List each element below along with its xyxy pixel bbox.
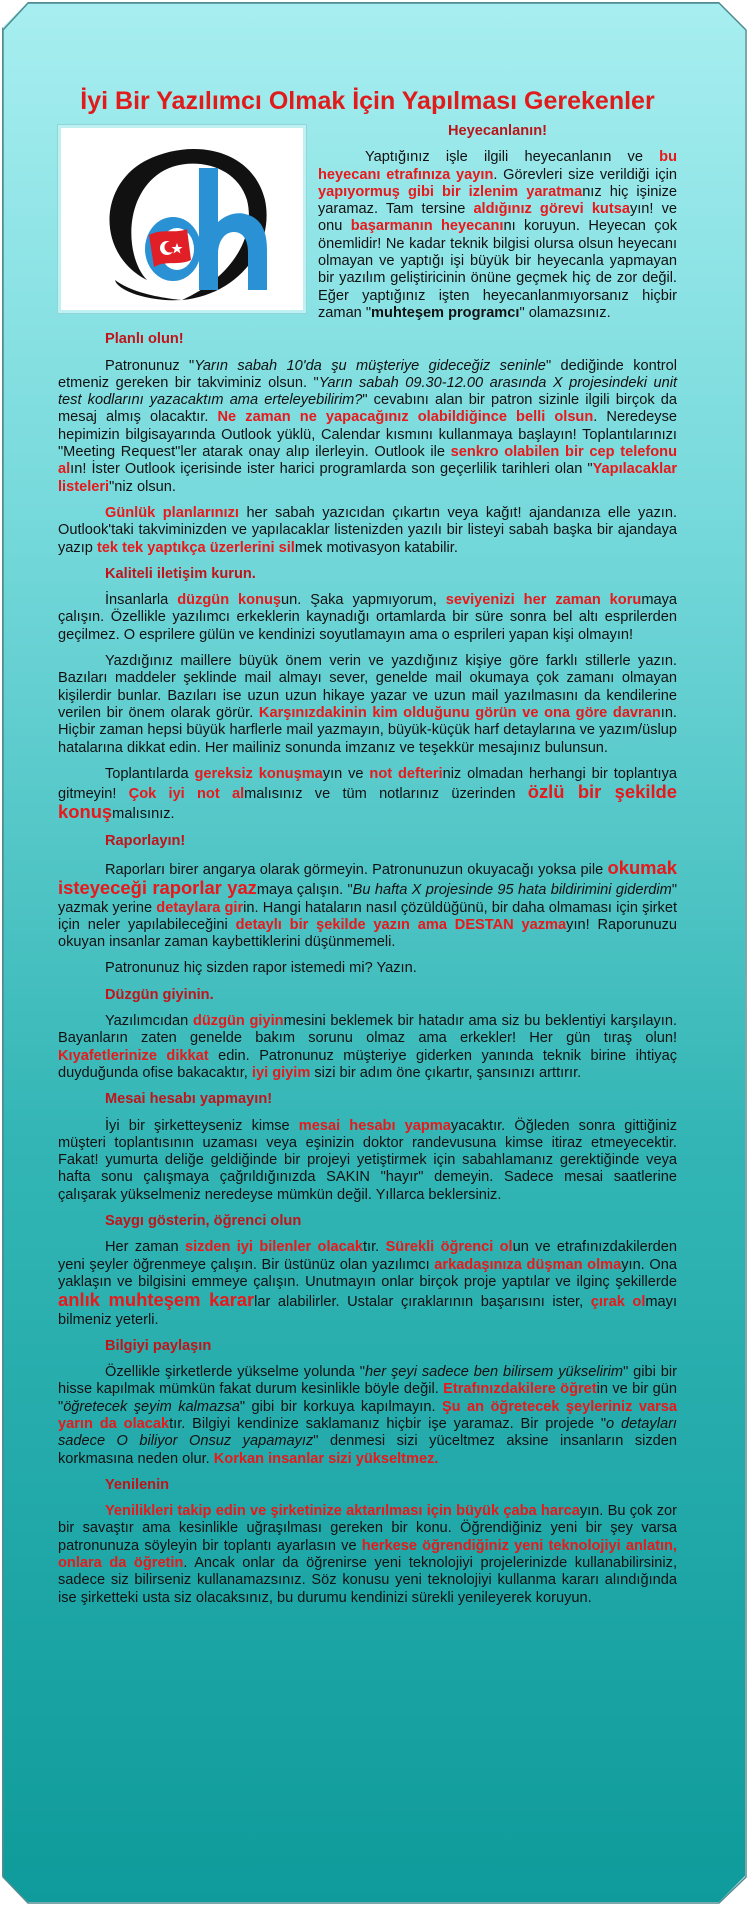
heading-raporlayin: Raporlayın! [105, 832, 186, 849]
paragraph: Yazdığınız maillere büyük önem verin ve yazdığınız kişiye göre farklı stillerle yazın. Bazıları maddeler şeklinde mail almayı sever, genelde mail okumaya çok zamanı olmayan kişilerdir bunlar. Bazıları ise uzun uzun hikaye yazar ve uzun mail yazılmasını da kendilerine verilen bir önem olarak görür. Karşınızdakinin kim olduğunu görün ve ona göre davranın. Hiçbir zaman hepsi büyük harflerle mail yazmayın, büyük-küçük harf detaylarına ve yazım/üslup hatalarına dikkat edin. Her mailiniz sonunda imzanız ve teşekkür mesajınız bulunsun. [58, 653, 677, 756]
paragraph: İnsanlarla düzgün konuşun. Şaka yapmıyorum, seviyenizi her zaman korumaya çalışın. Özellikle yazılımcı erkeklerin kaynadığı ortamlarda bir süre sonra bel altı esprilerden geçilmez. O esprilere gülün ve kendinizi soyutlamayın ama o esprileri yapan kişi olmayın! [58, 592, 677, 643]
heading-mesai-hesabi: Mesai hesabı yapmayın! [105, 1091, 273, 1108]
logo-image [58, 125, 306, 313]
heading-yenilenin: Yenilenin [105, 1476, 170, 1493]
paragraph: Yazılımcıdan düzgün giyinmesini beklemek bir hatadır ama siz bu beklentiyi karşılayın. Bayanların zaten genelde bakım sorunu olmaz ama erkekler! Her gün tıraş olun! Kıyafetlerinize dikkat edin. Patronunuz müşteriye giderken yanında teknik birine ihtiyaç duyduğunda ofise bakacaktır, iyi giyim sizi bir adım öne çıkartır, şansınızı arttırır. [58, 1013, 678, 1081]
paragraph: Patronunuz "Yarın sabah 10'da şu müşteriye gideceğiz seninle" dediğinde kontrol etmeniz gereken bir takviminiz olsun. "Yarın sabah 09.30-12.00 arasında X projesindeki unit test kodlarını yazacaktım ama erteleyebilirim?" cevabını alan bir patron sizinle ilgili birçok da mesaj almış olacaktır. Ne zaman ne yapacağınız olabildiğince belli olsun. Neredeyse hepimizin bilgisayarında Outlook yüklü, Calendar kısmını kullanmaya başlayın! Toplantılarınızı "Meeting Request"ler atarak onay alıp ilerleyin. Outlook ile senkro olabilen bir cep telefonu alın! İster Outlook içerisinde ister harici programlarda son geçerlilik tarihleri olan "Yapılacaklar listeleri"niz olsun. [58, 357, 678, 495]
heading-saygi-gosterin: Saygı gösterin, öğrenci olun [105, 1213, 302, 1230]
heading-duzgun-giyinin: Düzgün giyinin. [105, 986, 214, 1003]
paragraph: Yenilikleri takip edin ve şirketinize aktarılması için büyük çaba harcayın. Bu çok zor bir savaştır ama kesinlikle uğraşılması gereken bir konu. Öğrendiğiniz yeni bir şey varsa patronunuza söyleyin bir toplantı ayarlasın ve herkese öğrendiğiniz yeni teknolojiyi anlatın, onlara da öğretin. Ancak onlar da öğrenirse yeni teknolojiyi projelerinizde kullanabilirsiniz, sadece siz bilirseniz kullanamazsınız. Söz konusu yeni teknolojiyi kullanma kararı alındığında ise şirketteki usta siz olacaksınız, bu durumu kendinizi sürekli yenileyerek koruyun. [58, 1503, 678, 1606]
paragraph: İyi bir şirketteyseniz kimse mesai hesabı yapmayacaktır. Öğleden sonra gittiğiniz müşteri toplantısının uzaması veya eşinizin doktor randevusuna kimse itiraz etmeyecektir. Fakat! yumurta deliğe geldiğinde bir projeyi yetiştirmek için sabahlamanız gerektiğinde veya hafta sonu çalışmaya çağrıldığınızda SAKIN "hayır" demeyin. Sadece mesai saatlerine çalışarak yükselmeniz neredeyse mümkün değil. Yıllarca beklersiniz. [58, 1117, 677, 1203]
paragraph: Patronunuz hiç sizden rapor istemedi mi? Yazın. [105, 960, 417, 977]
heading-kaliteli-iletisim: Kaliteli iletişim kurun. [105, 565, 256, 582]
article [58, 86, 677, 1616]
dh-logo-icon [87, 130, 277, 306]
heading-planli-olun: Planlı olun! [105, 331, 184, 348]
paragraph: Toplantılarda gereksiz konuşmayın ve not defteriniz olmadan herhangi bir toplantıya gitmeyin! Çok iyi not almalısınız ve tüm notlarınız üzerinden özlü bir şekilde konuşmalısınız. [58, 765, 678, 823]
paragraph: Günlük planlarınızı her sabah yazıcıdan çıkartın veya kağıt! ajandanıza elle yazın. Outlook'taki takviminizden ve yapılacaklar listenizden yazılı bir listeyi sabah başka bir ajandaya yazıp tek tek yaptıkça üzerlerini silmek motivasyon katabilir. [58, 504, 677, 556]
heading-heyecanlanin: Heyecanlanın! [448, 123, 547, 139]
heading-bilgiyi-paylasin: Bilgiyi paylaşın [105, 1337, 212, 1354]
paragraph: Raporları birer angarya olarak görmeyin. Patronunuzun okuyacağı yoksa pile okumak isteyeceği raporlar yazmaya çalışın. "Bu hafta X projesinde 95 hata bildirimini giderdim" yazmak yerine detaylara girin. Hangi hataların nasıl çözüldüğünü, bir daha olmaması için şirket için neler yapılabileceğini detaylı bir şekilde yazın ama DESTAN yazmayın! Raporunuzu okuyan insanlar zaman kaybettiklerini düşünmemeli. [58, 856, 678, 951]
article-title: İyi Bir Yazılımcı Olmak İçin Yapılması Gerekenler [80, 87, 655, 115]
paragraph: Özellikle şirketlerde yükselme yolunda "her şeyi sadece ben bilirsem yükselirim" gibi bir hisse kapılmak mümkün fakat durum kesinlikle böyle değil. Etrafınızdakilere öğretin ve bir gün "öğretecek şeyim kalmazsa" gibi bir korkuya kapılmayın. Şu an öğretecek şeyleriniz varsa yarın da olacaktır. Bilgiyi kendinize saklamanız hiçbir işe yaramaz. Bir projede "o detayları sadece O biliyor Onsuz yapamayız" denmesi sizi yüceltmez aksine insanların sizden korkmasına neden olur. Korkan insanlar sizi yükseltmez. [58, 1364, 677, 1467]
paragraph: Her zaman sizden iyi bilenler olacaktır. Sürekli öğrenci olun ve etrafınızdakilerden yeni şeyler öğrenmeye çalışın. Bir üstünüz olan yazılımcı arkadaşınıza düşman olmayın. Ona yaklaşın ve bilgisini emmeye çalışın. Unutmayın onlar birçok proje yaptılar ve ilginç şekillerde anlık muhteşem kararlar alabilirler. Ustalar çıraklarının başarısını ister, çırak olmayı bilmeniz yeterli. [58, 1239, 677, 1328]
paragraph: Yaptığınız işle ilgili heyecanlanın ve bu heyecanı etrafınıza yayın. Görevleri size verildiği için yapıyormuş gibi bir izlenim yaratmanız hiç işinize yaramaz. Tam tersine aldığınız görevi kutsayın! ve onu başarmanın heyecanını koruyun. Heyecan çok önemlidir! Ne kadar teknik bilgisi olursa olsun heyecanı olmayan ve yaptığı işi büyük bir heyecanla yapmayan bir yazılım geliştiricinin önüne geçmek hiç de zor değil. Eğer yaptığınız işten heyecanlanmıyorsanız hiçbir zaman "muhteşem programcı" olamazsınız. [318, 149, 677, 321]
